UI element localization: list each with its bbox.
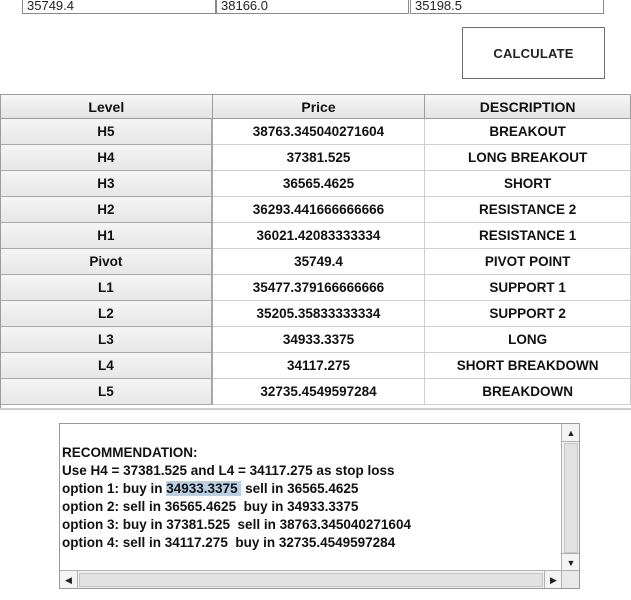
cell-level[interactable]: L1 bbox=[1, 275, 213, 301]
scroll-up-arrow-icon[interactable]: ▲ bbox=[562, 424, 580, 442]
cell-description[interactable]: BREAKDOWN bbox=[425, 379, 631, 405]
cell-level[interactable]: H1 bbox=[1, 223, 213, 249]
option4-line: option 4: sell in 34117.275 buy in 32735.4549597284 bbox=[62, 535, 396, 550]
cell-description[interactable]: LONG BREAKOUT bbox=[425, 145, 631, 171]
cell-level[interactable]: L3 bbox=[1, 327, 213, 353]
cell-level[interactable]: L4 bbox=[1, 353, 213, 379]
horizontal-scroll-thumb[interactable] bbox=[79, 573, 543, 587]
vertical-scroll-thumb[interactable] bbox=[564, 443, 578, 553]
cell-level[interactable]: L5 bbox=[1, 379, 213, 405]
vertical-scrollbar[interactable] bbox=[561, 424, 579, 571]
table-row[interactable] bbox=[1, 301, 631, 327]
cell-price[interactable]: 34933.3375 bbox=[213, 327, 426, 353]
cell-level[interactable]: H4 bbox=[1, 145, 213, 171]
scroll-left-arrow-icon[interactable]: ◀ bbox=[60, 571, 78, 589]
recommendation-title: RECOMMENDATION: bbox=[62, 445, 198, 460]
cell-level[interactable]: H3 bbox=[1, 171, 213, 197]
cell-price[interactable]: 35205.35833333334 bbox=[213, 301, 426, 327]
column-header-price[interactable]: Price bbox=[213, 95, 426, 119]
scroll-right-arrow-icon[interactable]: ▶ bbox=[544, 571, 562, 589]
input-field-1[interactable]: 35749.4 bbox=[22, 0, 216, 14]
option1-prefix: option 1: buy in bbox=[62, 481, 167, 496]
cell-level[interactable]: H2 bbox=[1, 197, 213, 223]
cell-price[interactable]: 36021.42083333334 bbox=[213, 223, 426, 249]
table-row[interactable] bbox=[1, 353, 631, 379]
cell-price[interactable]: 36565.4625 bbox=[213, 171, 426, 197]
cell-price[interactable]: 38763.345040271604 bbox=[213, 119, 426, 145]
cell-level[interactable]: H5 bbox=[1, 119, 213, 145]
table-row[interactable] bbox=[1, 119, 631, 145]
table-row[interactable] bbox=[1, 197, 631, 223]
table-row[interactable] bbox=[1, 379, 631, 405]
table-row[interactable] bbox=[1, 249, 631, 275]
table-row[interactable] bbox=[1, 327, 631, 353]
scroll-down-arrow-icon[interactable]: ▼ bbox=[562, 553, 580, 571]
horizontal-scrollbar[interactable] bbox=[60, 570, 562, 588]
cell-price[interactable]: 35477.379166666666 bbox=[213, 275, 426, 301]
cell-description[interactable]: PIVOT POINT bbox=[425, 249, 631, 275]
table-row[interactable] bbox=[1, 223, 631, 249]
cell-description[interactable]: SHORT BREAKDOWN bbox=[425, 353, 631, 379]
cell-description[interactable]: SUPPORT 2 bbox=[425, 301, 631, 327]
cell-price[interactable]: 34117.275 bbox=[213, 353, 426, 379]
table-row[interactable] bbox=[1, 275, 631, 301]
column-header-level[interactable]: Level bbox=[1, 95, 213, 119]
cell-description[interactable]: SUPPORT 1 bbox=[425, 275, 631, 301]
option1-suffix: sell in 36565.4625 bbox=[241, 481, 359, 496]
table-row[interactable] bbox=[1, 171, 631, 197]
cell-description[interactable]: BREAKOUT bbox=[425, 119, 631, 145]
recommendation-textarea[interactable] bbox=[59, 423, 580, 589]
column-header-description[interactable]: DESCRIPTION bbox=[425, 95, 631, 119]
option2-line: option 2: sell in 36565.4625 buy in 34933.3375 bbox=[62, 499, 359, 514]
cell-price[interactable]: 36293.441666666666 bbox=[213, 197, 426, 223]
recommendation-text[interactable] bbox=[62, 444, 411, 552]
selected-text: 34933.3375 bbox=[166, 481, 242, 496]
cell-price[interactable]: 35749.4 bbox=[213, 249, 426, 275]
table-bottom-divider bbox=[0, 408, 631, 410]
cell-level[interactable]: Pivot bbox=[1, 249, 213, 275]
table-row[interactable] bbox=[1, 145, 631, 171]
table-header bbox=[1, 95, 631, 119]
input-field-2[interactable]: 38166.0 bbox=[216, 0, 409, 14]
stoploss-line: Use H4 = 37381.525 and L4 = 34117.275 as stop loss bbox=[62, 463, 395, 478]
cell-level[interactable]: L2 bbox=[1, 301, 213, 327]
cell-description[interactable]: RESISTANCE 1 bbox=[425, 223, 631, 249]
cell-description[interactable]: LONG bbox=[425, 327, 631, 353]
option3-line: option 3: buy in 37381.525 sell in 38763.345040271604 bbox=[62, 517, 411, 532]
cell-description[interactable]: SHORT bbox=[425, 171, 631, 197]
input-field-3[interactable]: 35198.5 bbox=[410, 0, 604, 14]
pivot-table bbox=[0, 94, 631, 410]
table-body bbox=[1, 119, 631, 405]
cell-price[interactable]: 37381.525 bbox=[213, 145, 426, 171]
cell-price[interactable]: 32735.4549597284 bbox=[213, 379, 426, 405]
scrollbar-corner bbox=[561, 570, 579, 588]
calculate-button[interactable]: CALCULATE bbox=[462, 27, 605, 79]
cell-description[interactable]: RESISTANCE 2 bbox=[425, 197, 631, 223]
